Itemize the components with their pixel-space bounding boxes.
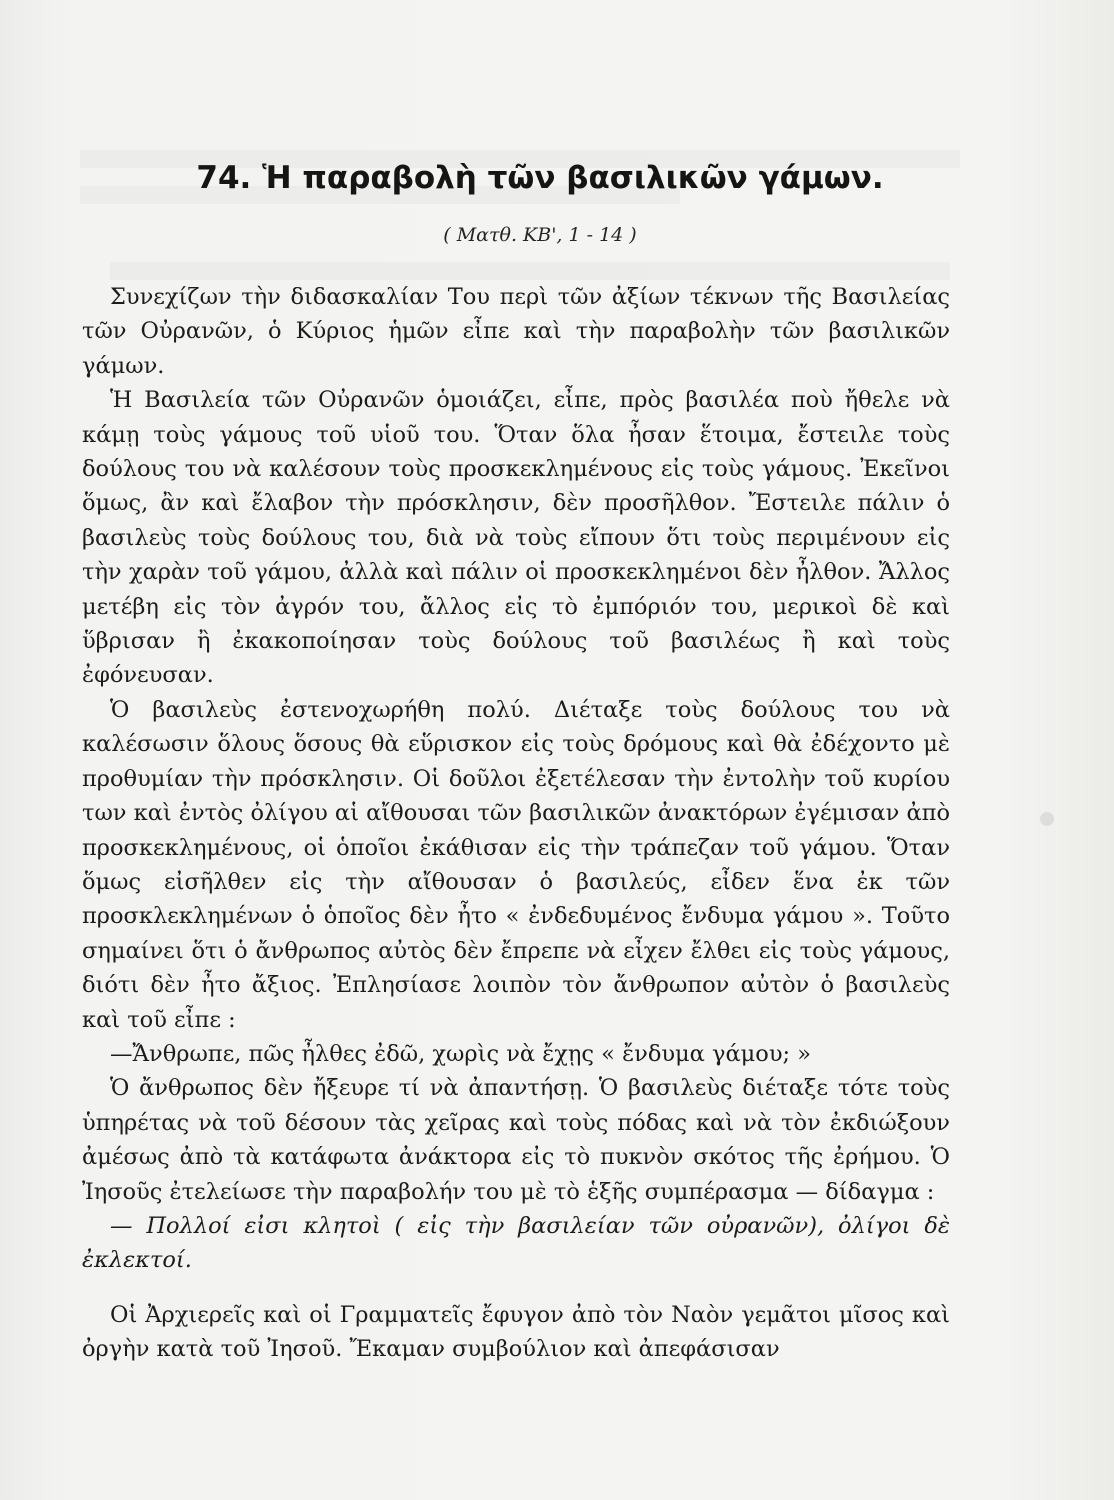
body-text — [82, 280, 950, 1367]
show-through-line — [110, 262, 950, 280]
paragraph: Ὁ ἄνθρωπος δὲν ἤξευρε τί νὰ ἀπαντήσῃ. Ὁ βασιλεὺς διέταξε τότε τοὺς ὑπηρέτας νὰ τοῦ δέσουν τὰς χεῖρας καὶ τοὺς πόδας καὶ νὰ τὸν ἐκδιώξουν ἀμέσως ἀπὸ τὰ κατάφωτα ἀνάκτορα εἰς τὸ πυκνὸν σκότος τῆς ἐρήμου. Ὁ Ἰησοῦς ἐτελείωσε τὴν παραβολήν του μὲ τὸ ἑξῆς συμπέρασμα — δίδαγμα : — [82, 1075, 950, 1205]
paragraph: Συνεχίζων τὴν διδασκαλίαν Του περὶ τῶν ἀξίων τέκνων τῆς Βασιλείας τῶν Οὐρανῶν, ὁ Κύριος ἡμῶν εἶπε καὶ τὴν παραβολὴν τῶν βασιλικῶν γάμων. — [82, 284, 950, 379]
scripture-reference: ( Ματθ. ΚΒ', 1 - 14 ) — [443, 224, 637, 246]
paragraph: Ἡ Βασιλεία τῶν Οὐρανῶν ὁμοιάζει, εἶπε, πρὸς βασιλέα ποὺ ἤθελε νὰ κάμῃ τοὺς γάμους τοῦ υἱοῦ του. Ὅταν ὅλα ἦσαν ἕτοιμα, ἔστειλε τοὺς δούλους του νὰ καλέσουν τοὺς προσκεκλημένους εἰς τοὺς γάμους. Ἐκεῖνοι ὅμως, ἂν καὶ ἔλαβον τὴν πρόσκλησιν, δὲν προσῆλθον. Ἔστειλε πάλιν ὁ βασιλεὺς τοὺς δούλους του, διὰ νὰ τοὺς εἴπουν ὅτι τοὺς περιμένουν εἰς τὴν χαρὰν τοῦ γάμου, ἀλλὰ καὶ πάλιν οἱ προσκεκλημένοι δὲν ἦλθον. Ἄλλος μετέβη εἰς τὸν ἀγρόν του, ἄλλος εἰς τὸ ἐμπόριόν του, μερικοὶ δὲ καὶ ὕβρισαν ἢ ἐκακοποίησαν τοὺς δούλους τοῦ βασιλέως ἢ καὶ τοὺς ἐφόνευσαν. — [82, 387, 950, 689]
section-heading — [160, 160, 920, 196]
paragraph: Οἱ Ἀρχιερεῖς καὶ οἱ Γραμματεῖς ἔφυγον ἀπὸ τὸν Ναὸν γεμᾶτοι μῖσος καὶ ὀργὴν κατὰ τοῦ Ἰησοῦ. Ἔκαμαν συμβούλιον καὶ ἀπεφάσισαν — [82, 1301, 950, 1363]
section-number: 74. — [196, 160, 252, 196]
section-title: Ἡ παραβολὴ τῶν βασιλικῶν γάμων. — [262, 160, 884, 196]
margin-spot — [1040, 812, 1054, 826]
moral-quote: — Πολλοί εἰσι κλητοὶ ( εἰς τὴν βασιλείαν τῶν οὐρανῶν), ὀλίγοι δὲ ἐκλεκτοί. — [82, 1212, 950, 1274]
dialogue-line: —Ἄνθρωπε, πῶς ἦλθες ἐδῶ, χωρὶς νὰ ἔχῃς « ἔνδυμα γάμου; » — [110, 1040, 812, 1067]
paragraph: Ὁ βασιλεὺς ἐστενοχωρήθη πολύ. Διέταξε τοὺς δούλους του νὰ καλέσωσιν ὅλους ὅσους θὰ εὕρισκον εἰς τοὺς δρόμους καὶ θὰ ἐδέχοντο μὲ προθυμίαν τὴν πρόσκλησιν. Οἱ δοῦλοι ἐξετέλεσαν τὴν ἐντολὴν τοῦ κυρίου των καὶ ἐντὸς ὀλίγου αἱ αἴθουσαι τῶν βασιλικῶν ἀνακτόρων ἐγέμισαν ἀπὸ προσκεκλημένους, οἱ ὁποῖοι ἐκάθισαν εἰς τὴν τράπεζαν τοῦ γάμου. Ὅταν ὅμως εἰσῆλθεν εἰς τὴν αἴθουσαν ὁ βασιλεύς, εἶδεν ἕνα ἐκ τῶν προσκλεκλημένων ὁ ὁποῖος δὲν ἦτο « ἐνδεδυμένος ἔνδυμα γάμου ». Τοῦτο σημαίνει ὅτι ὁ ἄνθρωπος αὐτὸς δὲν ἔπρεπε νὰ εἶχεν ἔλθει εἰς τοὺς γάμους, διότι δὲν ἦτο ἄξιος. Ἐπλησίασε λοιπὸν τὸν ἄνθρωπον αὐτὸν ὁ βασιλεὺς καὶ τοῦ εἶπε : — [82, 696, 950, 1033]
